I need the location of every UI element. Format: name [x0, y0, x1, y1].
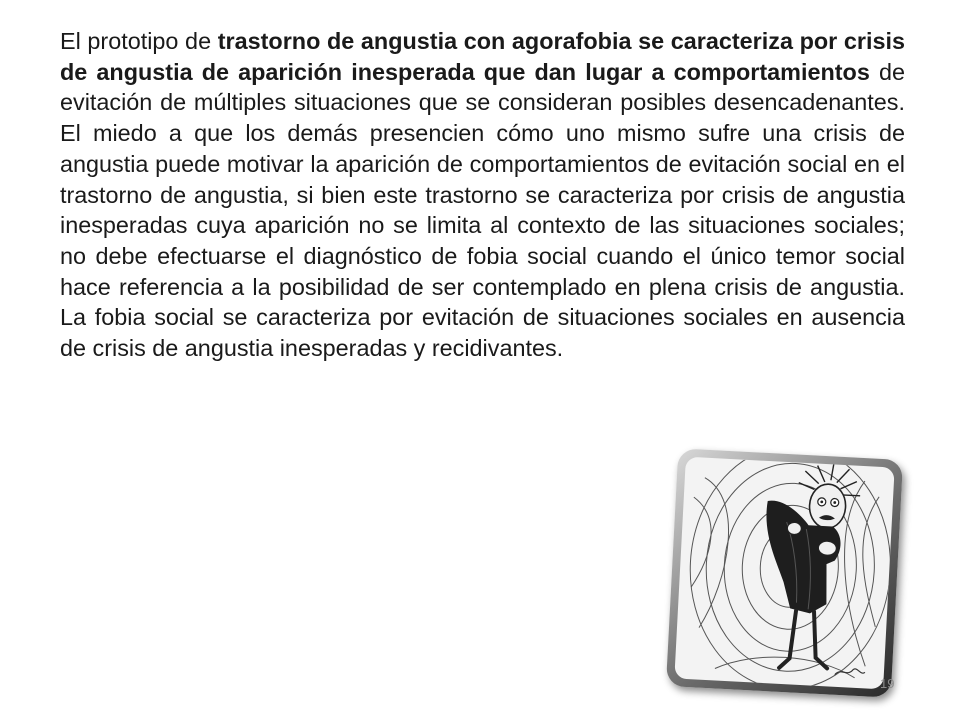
paragraph-run-2-bold: trastorno de angustia con agorafobia se caracteriza por crisis de angustia de aparición inesperada que dan lugar a comportamientos	[60, 28, 905, 85]
body-paragraph	[60, 26, 905, 364]
page-number: 19	[880, 676, 895, 691]
anxious-man-drawing-icon	[674, 457, 894, 690]
anxiety-illustration	[674, 457, 894, 690]
anxiety-illustration-frame	[666, 448, 903, 697]
paragraph-run-1: El prototipo de	[60, 28, 218, 54]
paragraph-run-3: de evitación de múltiples situaciones que se consideran posibles desencadenantes. El miedo a que los demás presencien cómo uno mismo sufre una crisis de angustia puede motivar la aparición de comportamientos de evitación social en el trastorno de angustia, si bien este trastorno se caracteriza por crisis de angustia inesperadas cuya aparición no se limita al contexto de las situaciones sociales; no debe efectuarse el diagnóstico de fobia social cuando el único temor social hace referencia a la posibilidad de ser contemplado en plena crisis de angustia. La fobia social se caracteriza por evitación de situaciones sociales en ausencia de crisis de angustia inesperadas y recidivantes.	[60, 58, 905, 362]
